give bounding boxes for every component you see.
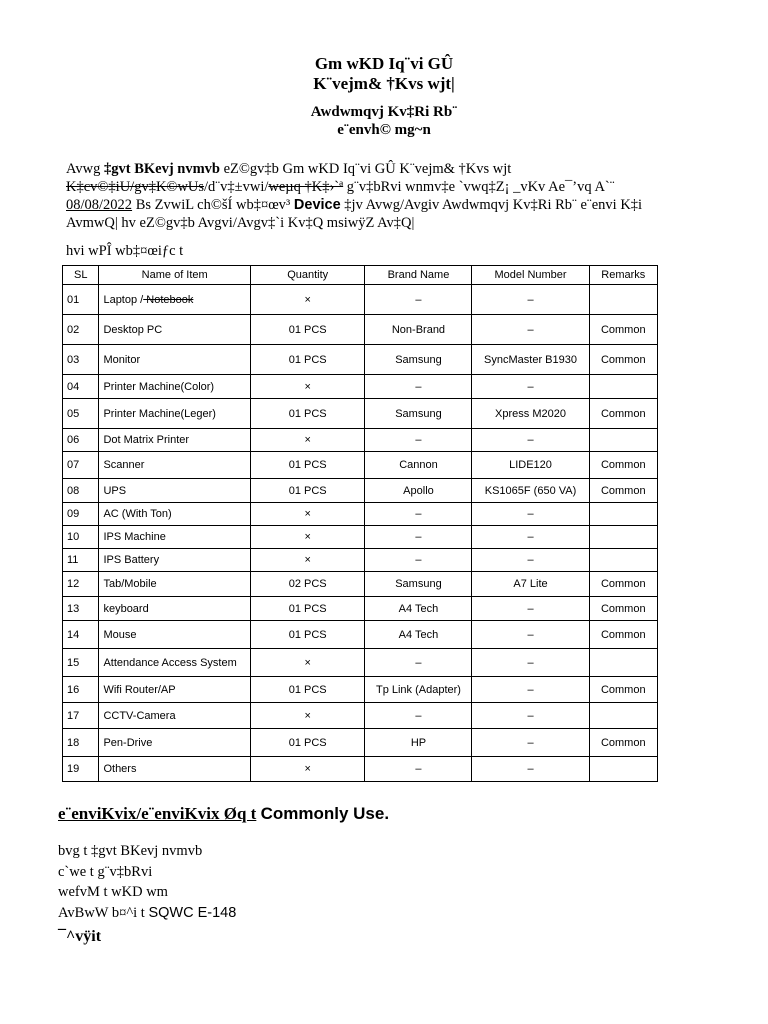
cell-quantity: 01 PCS xyxy=(250,677,365,703)
table-row xyxy=(63,479,658,503)
intro-line-4: AvmwQ| hv eZ©gv‡b Avgvi/Avgv‡`i Kv‡Q msiwÿZ Av‡Q| xyxy=(66,215,415,231)
cell-model: SyncMaster B1930 xyxy=(472,345,589,375)
table-row xyxy=(63,597,658,621)
item-name: IPS Machine xyxy=(103,531,166,543)
cell-sl: 19 xyxy=(63,757,99,782)
cell-brand: Samsung xyxy=(365,399,472,429)
signature-designation: c`we t g¨v‡bRvi xyxy=(58,864,153,880)
header-brand: Brand Name xyxy=(365,266,472,285)
item-name: keyboard xyxy=(103,602,149,615)
cell-quantity: 01 PCS xyxy=(250,345,365,375)
cell-name xyxy=(99,285,250,315)
cell-brand: HP xyxy=(365,729,472,757)
header-sl: SL xyxy=(63,266,99,285)
cell-remarks xyxy=(589,375,657,399)
signature-department: wefvM t wKD wm xyxy=(58,884,168,900)
cell-remarks: Common xyxy=(589,399,657,429)
table-row xyxy=(63,315,658,345)
cell-name xyxy=(99,526,250,549)
item-name: Wifi Router/AP xyxy=(103,683,176,696)
cell-sl: 14 xyxy=(63,621,99,649)
cell-model: LIDE120 xyxy=(472,452,589,479)
cell-remarks xyxy=(589,549,657,572)
cell-model: – xyxy=(472,677,589,703)
cell-quantity: × xyxy=(250,757,365,782)
cell-model: – xyxy=(472,526,589,549)
cell-brand: – xyxy=(365,429,472,452)
cell-name xyxy=(99,549,250,572)
table-row xyxy=(63,703,658,729)
cell-model: KS1065F (650 VA) xyxy=(472,479,589,503)
table-row xyxy=(63,452,658,479)
cell-brand: – xyxy=(365,526,472,549)
signature-name: bvg t ‡gvt BKevj nvmvb xyxy=(58,843,203,859)
cell-quantity: × xyxy=(250,649,365,677)
cell-remarks xyxy=(589,285,657,315)
cell-quantity: 01 PCS xyxy=(250,452,365,479)
cell-sl: 08 xyxy=(63,479,99,503)
cell-sl: 03 xyxy=(63,345,99,375)
item-name: Monitor xyxy=(103,353,141,366)
cell-quantity: 01 PCS xyxy=(250,479,365,503)
cell-sl: 18 xyxy=(63,729,99,757)
cell-remarks: Common xyxy=(589,479,657,503)
cell-quantity: 01 PCS xyxy=(250,399,365,429)
intro-date: 08/08/2022 xyxy=(66,197,133,213)
item-name: Others xyxy=(103,763,137,775)
cell-brand: Cannon xyxy=(365,452,472,479)
table-row xyxy=(63,549,658,572)
intro-text: Avwg xyxy=(66,161,101,177)
cell-remarks xyxy=(589,429,657,452)
item-name: Printer Machine(Color) xyxy=(103,380,215,393)
cell-brand: Tp Link (Adapter) xyxy=(365,677,472,703)
table-row xyxy=(63,503,658,526)
item-name: Tab/Mobile xyxy=(103,578,157,590)
cell-remarks xyxy=(589,649,657,677)
cell-name xyxy=(99,649,250,677)
cell-remarks xyxy=(589,757,657,782)
cell-brand: Non-Brand xyxy=(365,315,472,345)
cell-sl: 15 xyxy=(63,649,99,677)
item-name: UPS xyxy=(103,484,127,497)
struck-text: K‡cv©‡iU/gv‡K©wUs xyxy=(66,179,205,195)
intro-text: ‡jv Avwg/Avgiv Awdwmqvj Kv‡Ri Rb¨ e¨envi K‡i xyxy=(344,197,643,213)
cell-name xyxy=(99,429,250,452)
cell-quantity: × xyxy=(250,503,365,526)
cell-name xyxy=(99,757,250,782)
intro-text: g¨v‡bRvi wnmv‡e `vwq‡Z¡ _vKv Ae¯’vq A`¨ xyxy=(346,179,615,195)
cell-brand: – xyxy=(365,549,472,572)
table-row xyxy=(63,345,658,375)
struck-text: weµq †K‡›`ª xyxy=(268,179,344,195)
table-row xyxy=(63,429,658,452)
signature-id-value: SQWC E-148 xyxy=(148,905,237,921)
header-remarks: Remarks xyxy=(589,266,657,285)
header-quantity: Quantity xyxy=(250,266,365,285)
item-name: Attendance Access System xyxy=(103,656,237,669)
cell-name xyxy=(99,703,250,729)
item-name: Printer Machine(Leger) xyxy=(103,407,216,420)
cell-model: A7 Lite xyxy=(472,572,589,597)
cell-remarks xyxy=(589,703,657,729)
table-row xyxy=(63,757,658,782)
cell-sl: 17 xyxy=(63,703,99,729)
item-name: Pen-Drive xyxy=(103,736,153,749)
cell-model: – xyxy=(472,597,589,621)
cell-name xyxy=(99,375,250,399)
cell-quantity: 01 PCS xyxy=(250,597,365,621)
cell-sl: 01 xyxy=(63,285,99,315)
cell-sl: 12 xyxy=(63,572,99,597)
cell-quantity: 02 PCS xyxy=(250,572,365,597)
cell-sl: 13 xyxy=(63,597,99,621)
item-name: Dot Matrix Printer xyxy=(103,434,190,446)
cell-quantity: × xyxy=(250,429,365,452)
table-row xyxy=(63,677,658,703)
item-name: Mouse xyxy=(103,628,137,641)
item-name: IPS Battery xyxy=(103,554,160,566)
cell-name xyxy=(99,572,250,597)
cell-brand: Samsung xyxy=(365,572,472,597)
cell-remarks: Common xyxy=(589,452,657,479)
item-name: Scanner xyxy=(103,459,145,471)
item-name: Desktop PC xyxy=(103,323,163,336)
cell-quantity: × xyxy=(250,526,365,549)
table-row xyxy=(63,729,658,757)
cell-quantity: × xyxy=(250,703,365,729)
cell-name xyxy=(99,315,250,345)
item-name: CCTV-Camera xyxy=(103,709,176,722)
cell-name xyxy=(99,621,250,649)
table-row xyxy=(63,399,658,429)
cell-sl: 06 xyxy=(63,429,99,452)
cell-model: – xyxy=(472,757,589,782)
cell-quantity: 01 PCS xyxy=(250,621,365,649)
cell-model: – xyxy=(472,621,589,649)
cell-sl: 09 xyxy=(63,503,99,526)
cell-brand: Samsung xyxy=(365,345,472,375)
cell-brand: – xyxy=(365,285,472,315)
cell-remarks: Common xyxy=(589,677,657,703)
table-row xyxy=(63,375,658,399)
table-row xyxy=(63,621,658,649)
table-header-row xyxy=(63,266,658,285)
subject-line1: Awdwmqvj Kv‡Ri Rb¨ xyxy=(310,104,458,120)
usage-label: e¨enviKvix/e¨enviKvix Øq t xyxy=(58,804,257,823)
intro-line-1 xyxy=(66,161,696,178)
cell-model: – xyxy=(472,703,589,729)
cell-remarks xyxy=(589,526,657,549)
cell-model: – xyxy=(472,503,589,526)
table-row xyxy=(63,649,658,677)
cell-remarks: Common xyxy=(589,621,657,649)
intro-line-2 xyxy=(66,179,696,196)
intro-text: Bs ZvwiL ch©šÍ wb‡¤œv³ xyxy=(135,197,291,213)
cell-brand: – xyxy=(365,703,472,729)
intro-text: eZ©gv‡b Gm wKD Iq¨vi GÛ K¨vejm& †Kvs wjt xyxy=(223,161,512,177)
cell-model: Xpress M2020 xyxy=(472,399,589,429)
cell-model: – xyxy=(472,729,589,757)
cell-brand: A4 Tech xyxy=(365,621,472,649)
cell-brand: Apollo xyxy=(365,479,472,503)
cell-brand: A4 Tech xyxy=(365,597,472,621)
cell-model: – xyxy=(472,549,589,572)
cell-model: – xyxy=(472,375,589,399)
items-table xyxy=(62,265,658,782)
cell-model: – xyxy=(472,285,589,315)
intro-device-word: Device xyxy=(293,197,341,213)
cell-remarks: Common xyxy=(589,572,657,597)
table-row xyxy=(63,572,658,597)
usage-line xyxy=(58,804,389,824)
cell-remarks: Common xyxy=(589,729,657,757)
cell-remarks xyxy=(589,503,657,526)
cell-sl: 16 xyxy=(63,677,99,703)
cell-name xyxy=(99,729,250,757)
signature-id-label: AvBwW b¤^i t xyxy=(58,905,145,921)
cell-model: – xyxy=(472,315,589,345)
cell-name xyxy=(99,503,250,526)
intro-line-5: hvi wPÎ wb‡¤œiƒc t xyxy=(66,243,184,259)
cell-sl: 04 xyxy=(63,375,99,399)
cell-sl: 11 xyxy=(63,549,99,572)
cell-remarks: Common xyxy=(589,597,657,621)
item-name-struck: Notebook xyxy=(143,293,194,306)
cell-remarks: Common xyxy=(589,315,657,345)
cell-sl: 05 xyxy=(63,399,99,429)
item-name: AC (With Ton) xyxy=(103,508,172,520)
cell-brand: – xyxy=(365,649,472,677)
company-name-line1: Gm wKD Iq¨vi GÛ xyxy=(314,54,454,73)
cell-sl: 07 xyxy=(63,452,99,479)
intro-text: /d¨v‡±vwi/ xyxy=(204,179,269,195)
cell-name xyxy=(99,399,250,429)
cell-sl: 02 xyxy=(63,315,99,345)
signature-id xyxy=(58,905,236,922)
cell-name xyxy=(99,677,250,703)
cell-name xyxy=(99,345,250,375)
cell-quantity: × xyxy=(250,285,365,315)
cell-brand: – xyxy=(365,375,472,399)
cell-quantity: × xyxy=(250,549,365,572)
header-name: Name of Item xyxy=(99,266,250,285)
cell-name xyxy=(99,479,250,503)
cell-quantity: 01 PCS xyxy=(250,315,365,345)
usage-value: Commonly Use. xyxy=(260,804,390,823)
cell-brand: – xyxy=(365,503,472,526)
subject-line2: e¨envh© mg~n xyxy=(337,122,431,138)
cell-model: – xyxy=(472,649,589,677)
header-model: Model Number xyxy=(472,266,589,285)
cell-quantity: 01 PCS xyxy=(250,729,365,757)
table-row xyxy=(63,526,658,549)
cell-model: – xyxy=(472,429,589,452)
signature-label: ¯^vÿit xyxy=(58,928,102,945)
cell-name xyxy=(99,452,250,479)
table-body xyxy=(63,285,658,782)
intro-line-3 xyxy=(66,197,696,214)
item-name: Laptop / xyxy=(103,293,144,306)
cell-name xyxy=(99,597,250,621)
cell-sl: 10 xyxy=(63,526,99,549)
cell-remarks: Common xyxy=(589,345,657,375)
intro-person-name: ‡gvt BKevj nvmvb xyxy=(104,161,220,177)
cell-quantity: × xyxy=(250,375,365,399)
company-name-line2: K¨vejm& †Kvs wjt| xyxy=(313,74,455,93)
table-row xyxy=(63,285,658,315)
cell-brand: – xyxy=(365,757,472,782)
